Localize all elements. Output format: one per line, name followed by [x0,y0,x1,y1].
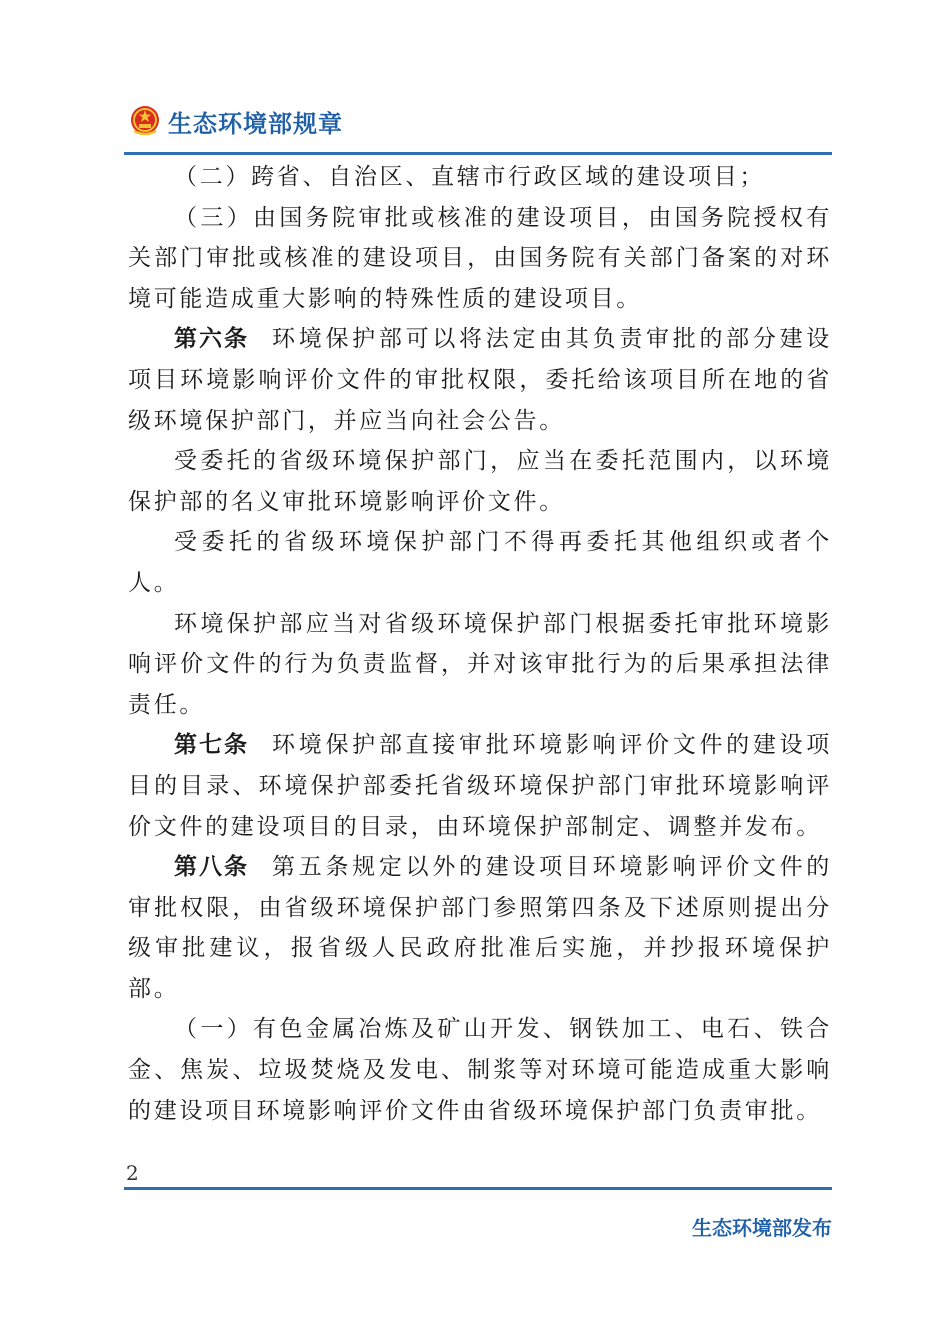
page-number: 2 [126,1161,139,1185]
paragraph-text: （三）由国务院审批或核准的建设项目，由国务院授权有关部门审批或核准的建设项目，由国务院有关部门备案的对环境可能造成重大影响的特殊性质的建设项目。 [128,204,832,312]
paragraph-text: （一）有色金属冶炼及矿山开发、钢铁加工、电石、铁合金、焦炭、垃圾焚烧及发电、制浆等对环境可能造成重大影响的建设项目环境影响评价文件由省级环境保护部门负责审批。 [128,1016,832,1124]
paragraph-text: 环境保护部可以将法定由其负责审批的部分建设项目环境影响评价文件的审批权限，委托给该项目所在地的省级环境保护部门，并应当向社会公告。 [128,326,833,434]
national-emblem-icon [128,104,162,138]
header-divider [124,152,832,155]
paragraph [128,1009,832,1131]
paragraph-text: 环境保护部直接审批环境影响评价文件的建设项目的目录、环境保护部委托省级环境保护部门审批环境影响评价文件的建设项目的目录，由环境保护部制定、调整并发布。 [128,732,833,840]
paragraph-text: （二）跨省、自治区、直辖市行政区域的建设项目； [174,164,766,190]
article-number: 第八条 [174,854,250,881]
paragraph [128,604,832,726]
paragraph [128,157,832,198]
paragraph-text: 受委托的省级环境保护部门，应当在委托范围内，以环境保护部的名义审批环境影响评价文件。 [128,448,832,515]
paragraph [128,522,832,603]
paragraph-text: 环境保护部应当对省级环境保护部门根据委托审批环境影响评价文件的行为负责监督，并对该审批行为的后果承担法律责任。 [128,610,832,718]
header-title: 生态环境部规章 [168,109,343,138]
paragraph [128,198,832,320]
paragraph [128,319,832,441]
paragraph-text: 受委托的省级环境保护部门不得再委托其他组织或者个人。 [128,529,832,596]
page-header [128,98,832,144]
article-number: 第七条 [174,732,250,759]
paragraph-text: 第五条规定以外的建设项目环境影响评价文件的审批权限，由省级环境保护部门参照第四条及下述原则提出分级审批建议，报省级人民政府批准后实施，并抄报环境保护部。 [128,854,833,1002]
paragraph [128,441,832,522]
document-body [128,157,832,1131]
footer-publisher: 生态环境部发布 [692,1216,832,1240]
article-number: 第六条 [174,326,250,353]
footer-divider [124,1187,832,1190]
paragraph [128,847,832,1009]
paragraph [128,725,832,847]
